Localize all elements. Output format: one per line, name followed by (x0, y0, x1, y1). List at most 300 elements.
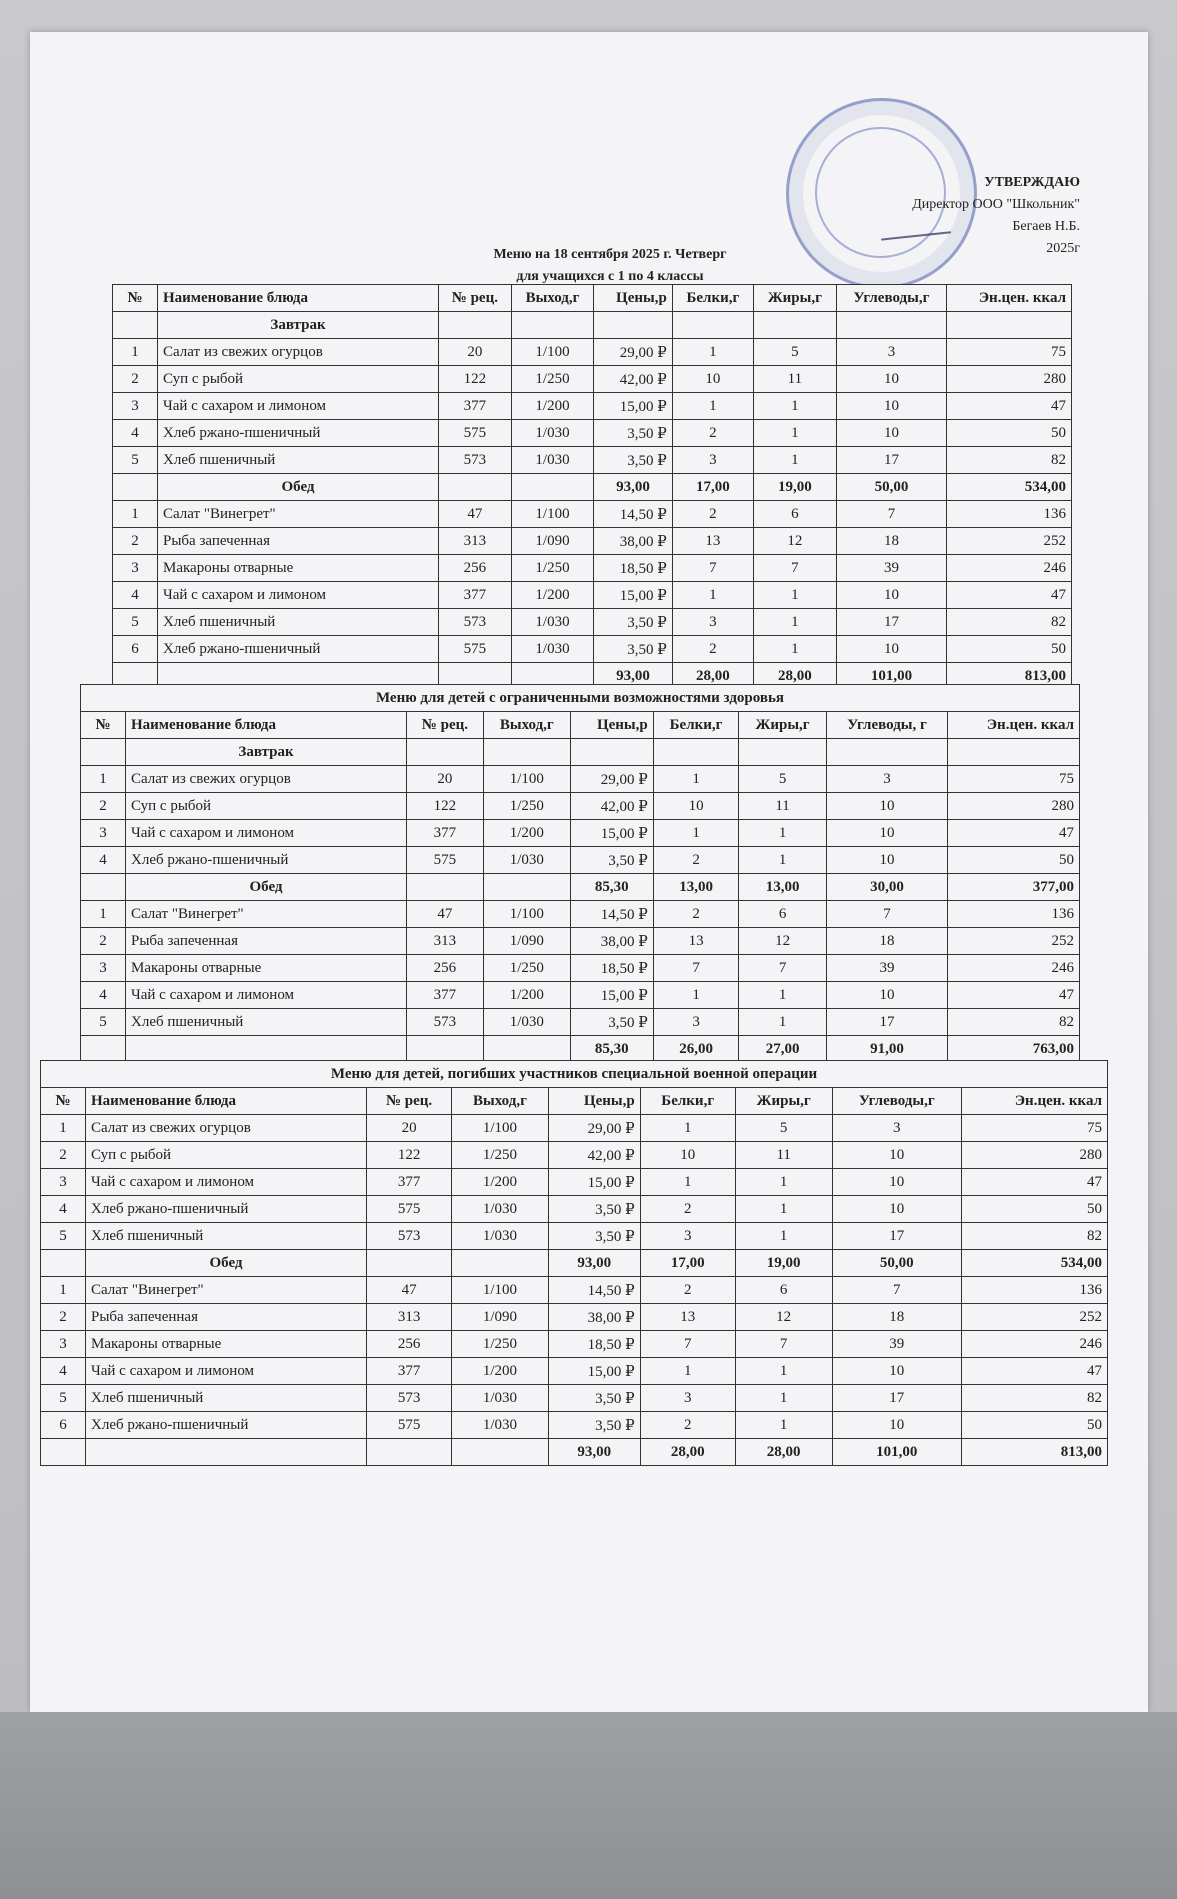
table-cell: 12 (735, 1304, 832, 1331)
table-cell: Салат "Винегрет" (126, 901, 407, 928)
table-cell: 7 (836, 501, 946, 528)
table-cell: 15,00 ₽ (548, 1169, 640, 1196)
table-cell: 5 (735, 1115, 832, 1142)
table-cell: 42,00 ₽ (570, 793, 653, 820)
table-row (41, 1277, 1108, 1304)
table-cell: 122 (367, 1142, 452, 1169)
table-cell: 1 (754, 393, 837, 420)
table-cell: 47 (947, 582, 1072, 609)
approval-line3: Бегаев Н.Б. (1012, 219, 1080, 234)
table-cell: Хлеб ржано-пшеничный (126, 847, 407, 874)
table-cell: 313 (439, 528, 512, 555)
column-header: Выход,г (483, 712, 570, 739)
table-cell: 11 (735, 1142, 832, 1169)
table-cell: 18 (832, 1304, 961, 1331)
table-cell: 377 (407, 982, 484, 1009)
lunch-total-cell: 813,00 (947, 663, 1072, 690)
lunch-label: Обед (86, 1250, 367, 1277)
table-cell: Салат из свежих огурцов (126, 766, 407, 793)
table-cell: Хлеб ржано-пшеничный (86, 1412, 367, 1439)
lunch-label: Обед (126, 874, 407, 901)
table-cell: 18,50 ₽ (594, 555, 673, 582)
table-cell: 1 (754, 636, 837, 663)
table-cell: 10 (826, 820, 948, 847)
table-cell: Чай с сахаром и лимоном (126, 820, 407, 847)
table-cell: 377 (439, 582, 512, 609)
table-row (81, 1009, 1080, 1036)
table-cell: 3 (81, 820, 126, 847)
table-row (41, 1331, 1108, 1358)
table-cell: 136 (947, 501, 1072, 528)
column-header: Жиры,г (739, 712, 826, 739)
table-cell: 1/100 (483, 766, 570, 793)
table-cell: 2 (672, 420, 753, 447)
table-surface (0, 1712, 1177, 1899)
table-cell: 1/250 (452, 1142, 549, 1169)
table-cell: 7 (826, 901, 948, 928)
menu-table-grades-1-4 (112, 284, 1072, 690)
column-header: Углеводы,г (832, 1088, 961, 1115)
title-line1: Меню на 18 сентября 2025 г. Четверг (493, 247, 727, 262)
table-cell: 1/030 (483, 847, 570, 874)
column-header: Углеводы,г (836, 285, 946, 312)
table-cell: 122 (407, 793, 484, 820)
table-cell: 1/030 (511, 609, 594, 636)
table-cell: 1 (735, 1358, 832, 1385)
table-cell: 3 (81, 955, 126, 982)
table-row (113, 393, 1072, 420)
table-cell: 4 (81, 982, 126, 1009)
table-cell: Чай с сахаром и лимоном (86, 1358, 367, 1385)
table-cell: 3 (640, 1385, 735, 1412)
table-cell: 18,50 ₽ (570, 955, 653, 982)
table-cell: 1/200 (483, 820, 570, 847)
table-cell: 7 (735, 1331, 832, 1358)
breakfast-total-cell: 377,00 (948, 874, 1080, 901)
table-row (81, 982, 1080, 1009)
table-cell: 5 (113, 447, 158, 474)
table-cell: 136 (961, 1277, 1107, 1304)
table-cell: Хлеб пшеничный (86, 1385, 367, 1412)
table-cell: 14,50 ₽ (570, 901, 653, 928)
table-cell: 1 (640, 1169, 735, 1196)
table-row (113, 339, 1072, 366)
lunch-total-cell: 26,00 (653, 1036, 739, 1063)
table-cell: 3,50 ₽ (594, 420, 673, 447)
table-cell: 75 (961, 1115, 1107, 1142)
table-row (113, 420, 1072, 447)
table-cell: 10 (826, 793, 948, 820)
column-header: № (81, 712, 126, 739)
lunch-total-cell: 28,00 (672, 663, 753, 690)
column-header: Цены,р (548, 1088, 640, 1115)
table-cell: 2 (41, 1142, 86, 1169)
menu-table-limited-health (80, 684, 1080, 1063)
column-header: Выход,г (452, 1088, 549, 1115)
table-row (41, 1385, 1108, 1412)
table-cell: 1 (739, 1009, 826, 1036)
table-cell: 11 (754, 366, 837, 393)
table-cell: 1/250 (483, 955, 570, 982)
table-cell: 1/200 (483, 982, 570, 1009)
table-cell: 246 (948, 955, 1080, 982)
table-cell: 1 (81, 901, 126, 928)
table-cell: 1 (113, 339, 158, 366)
breakfast-total-cell: 19,00 (735, 1250, 832, 1277)
table-cell: 17 (826, 1009, 948, 1036)
lunch-total-cell: 91,00 (826, 1036, 948, 1063)
table-cell: 5 (41, 1223, 86, 1250)
column-header: Выход,г (511, 285, 594, 312)
table-cell: 252 (947, 528, 1072, 555)
table-cell: 573 (407, 1009, 484, 1036)
table-cell: 3 (826, 766, 948, 793)
table-cell: 12 (754, 528, 837, 555)
table-cell: 2 (640, 1196, 735, 1223)
table-cell: 13 (672, 528, 753, 555)
total-row (81, 1036, 1080, 1063)
table-cell: 252 (961, 1304, 1107, 1331)
table-cell: 6 (113, 636, 158, 663)
table-cell: 1 (739, 820, 826, 847)
table-row (113, 528, 1072, 555)
column-header: № (41, 1088, 86, 1115)
table-cell: 10 (836, 366, 946, 393)
table-cell: 377 (367, 1169, 452, 1196)
table-cell: 1 (735, 1169, 832, 1196)
table-cell: 82 (961, 1223, 1107, 1250)
table-cell: 47 (961, 1358, 1107, 1385)
table-cell: 5 (81, 1009, 126, 1036)
table-cell: 7 (640, 1331, 735, 1358)
breakfast-total-cell: 13,00 (653, 874, 739, 901)
breakfast-total-cell: 17,00 (640, 1250, 735, 1277)
column-header: Белки,г (672, 285, 753, 312)
column-header: Эн.цен. ккал (947, 285, 1072, 312)
table-cell: 29,00 ₽ (570, 766, 653, 793)
breakfast-label: Завтрак (126, 739, 407, 766)
table-cell: 573 (367, 1385, 452, 1412)
lunch-total-cell: 813,00 (961, 1439, 1107, 1466)
section-caption: Меню для детей, погибших участников специальной военной операции (41, 1061, 1108, 1088)
table-cell: 20 (439, 339, 512, 366)
table-cell: 1/100 (511, 501, 594, 528)
table-cell: 1 (113, 501, 158, 528)
table-cell: 39 (832, 1331, 961, 1358)
table-cell: Салат "Винегрет" (158, 501, 439, 528)
table-cell: 1 (735, 1223, 832, 1250)
column-header: № рец. (367, 1088, 452, 1115)
table-row (113, 609, 1072, 636)
table-cell: 377 (407, 820, 484, 847)
table-cell: 4 (113, 582, 158, 609)
table-cell: 1 (672, 393, 753, 420)
column-header: Белки,г (640, 1088, 735, 1115)
table-cell: 1 (653, 982, 739, 1009)
table-row (41, 1196, 1108, 1223)
table-row (41, 1169, 1108, 1196)
table-cell: 1 (754, 582, 837, 609)
table-cell: Салат из свежих огурцов (158, 339, 439, 366)
table-cell: 1/030 (452, 1385, 549, 1412)
table-cell: 15,00 ₽ (570, 820, 653, 847)
table-cell: 38,00 ₽ (548, 1304, 640, 1331)
table-cell: 377 (367, 1358, 452, 1385)
table-cell: 1 (640, 1115, 735, 1142)
column-header: Углеводы, г (826, 712, 948, 739)
table-cell: 6 (739, 901, 826, 928)
table-cell: 1 (735, 1196, 832, 1223)
table-cell: 17 (836, 447, 946, 474)
table-cell: 1 (653, 766, 739, 793)
table-cell: 1/090 (511, 528, 594, 555)
table-cell: Рыба запеченная (86, 1304, 367, 1331)
table-cell: 10 (836, 393, 946, 420)
table-cell: 17 (832, 1385, 961, 1412)
title-line2: для учащихся с 1 по 4 классы (516, 269, 704, 284)
table-cell: 1 (653, 820, 739, 847)
table-header-row (113, 285, 1072, 312)
table-cell: 1/090 (483, 928, 570, 955)
table-cell: 10 (832, 1358, 961, 1385)
table-cell: 50 (961, 1412, 1107, 1439)
table-cell: Суп с рыбой (86, 1142, 367, 1169)
table-cell: 47 (948, 820, 1080, 847)
table-cell: 82 (947, 609, 1072, 636)
table-cell: 3,50 ₽ (548, 1223, 640, 1250)
table-cell: 280 (947, 366, 1072, 393)
table-cell: 1/100 (452, 1115, 549, 1142)
table-cell: 50 (948, 847, 1080, 874)
column-header: Наименование блюда (126, 712, 407, 739)
table-cell: 13 (640, 1304, 735, 1331)
table-cell: 82 (961, 1385, 1107, 1412)
table-cell: 20 (407, 766, 484, 793)
table-cell: 3 (113, 555, 158, 582)
table-cell: 3,50 ₽ (570, 1009, 653, 1036)
breakfast-total-cell: 534,00 (961, 1250, 1107, 1277)
table-row (41, 1358, 1108, 1385)
table-cell: 14,50 ₽ (548, 1277, 640, 1304)
table-cell: Хлеб ржано-пшеничный (86, 1196, 367, 1223)
breakfast-total-cell: 30,00 (826, 874, 948, 901)
meal-label-row (81, 874, 1080, 901)
table-cell: 313 (367, 1304, 452, 1331)
section-caption-row (81, 685, 1080, 712)
table-cell: 29,00 ₽ (594, 339, 673, 366)
table-row (113, 447, 1072, 474)
table-cell: 2 (640, 1277, 735, 1304)
table-cell: 1/250 (483, 793, 570, 820)
table-cell: Хлеб пшеничный (126, 1009, 407, 1036)
breakfast-total-cell: 13,00 (739, 874, 826, 901)
table-cell: 10 (836, 420, 946, 447)
lunch-total-cell: 101,00 (836, 663, 946, 690)
table-cell: 3,50 ₽ (548, 1385, 640, 1412)
lunch-total-cell: 763,00 (948, 1036, 1080, 1063)
table-cell: 20 (367, 1115, 452, 1142)
table-header-row (41, 1088, 1108, 1115)
table-cell: 10 (672, 366, 753, 393)
table-cell: 18,50 ₽ (548, 1331, 640, 1358)
table-cell: 15,00 ₽ (548, 1358, 640, 1385)
table-row (81, 928, 1080, 955)
table-cell: 18 (826, 928, 948, 955)
table-cell: Макароны отварные (86, 1331, 367, 1358)
table-cell: 2 (81, 928, 126, 955)
table-cell: 10 (832, 1169, 961, 1196)
table-cell: 42,00 ₽ (594, 366, 673, 393)
table-cell: 1/250 (452, 1331, 549, 1358)
table-cell: 1/100 (452, 1277, 549, 1304)
table-cell: 3,50 ₽ (570, 847, 653, 874)
table-cell: 3 (41, 1169, 86, 1196)
section-caption-row (41, 1061, 1108, 1088)
column-header: Цены,р (594, 285, 673, 312)
table-row (113, 501, 1072, 528)
table-cell: Хлеб пшеничный (158, 609, 439, 636)
table-cell: 2 (113, 366, 158, 393)
table-row (81, 793, 1080, 820)
table-row (81, 901, 1080, 928)
table-cell: 75 (948, 766, 1080, 793)
table-row (41, 1304, 1108, 1331)
section-caption: Меню для детей с ограниченными возможностями здоровья (81, 685, 1080, 712)
table-cell: 6 (735, 1277, 832, 1304)
table-cell: 2 (672, 501, 753, 528)
table-cell: 246 (961, 1331, 1107, 1358)
table-cell: 1/030 (452, 1412, 549, 1439)
table-cell: 10 (653, 793, 739, 820)
column-header: Эн.цен. ккал (961, 1088, 1107, 1115)
lunch-total-cell: 27,00 (739, 1036, 826, 1063)
table-cell: Рыба запеченная (126, 928, 407, 955)
table-cell: 3,50 ₽ (594, 636, 673, 663)
lunch-label: Обед (158, 474, 439, 501)
table-cell: 280 (948, 793, 1080, 820)
table-cell: 2 (81, 793, 126, 820)
table-row (41, 1412, 1108, 1439)
table-cell: 39 (826, 955, 948, 982)
table-cell: 3 (113, 393, 158, 420)
lunch-total-cell: 101,00 (832, 1439, 961, 1466)
table-cell: 573 (367, 1223, 452, 1250)
table-cell: 75 (947, 339, 1072, 366)
table-cell: 573 (439, 447, 512, 474)
column-header: Наименование блюда (86, 1088, 367, 1115)
approval-line2: Директор ООО "Школьник" (912, 197, 1080, 212)
table-cell: 5 (739, 766, 826, 793)
table-row (81, 820, 1080, 847)
lunch-total-cell: 28,00 (754, 663, 837, 690)
table-row (41, 1142, 1108, 1169)
table-cell: 10 (826, 847, 948, 874)
table-cell: 7 (653, 955, 739, 982)
table-cell: 1/100 (483, 901, 570, 928)
table-cell: 1 (640, 1358, 735, 1385)
table-cell: Чай с сахаром и лимоном (86, 1169, 367, 1196)
table-cell: 1/200 (511, 582, 594, 609)
table-cell: 82 (948, 1009, 1080, 1036)
total-row (41, 1439, 1108, 1466)
table-cell: 3 (836, 339, 946, 366)
table-cell: 1 (41, 1115, 86, 1142)
lunch-total-cell: 28,00 (640, 1439, 735, 1466)
table-cell: Чай с сахаром и лимоном (158, 582, 439, 609)
table-cell: 10 (640, 1142, 735, 1169)
table-cell: Макароны отварные (158, 555, 439, 582)
table-cell: Хлеб ржано-пшеничный (158, 420, 439, 447)
page-title (400, 244, 820, 288)
menu-table-svo-families (40, 1060, 1108, 1466)
table-cell: 1/100 (511, 339, 594, 366)
table-cell: 1/030 (483, 1009, 570, 1036)
table-cell: 4 (81, 847, 126, 874)
table-cell: 2 (113, 528, 158, 555)
column-header: № рец. (439, 285, 512, 312)
table-header-row (81, 712, 1080, 739)
meal-label-row (113, 312, 1072, 339)
table-cell: 1/030 (452, 1196, 549, 1223)
table-cell: 252 (948, 928, 1080, 955)
table-cell: 313 (407, 928, 484, 955)
table-cell: 6 (754, 501, 837, 528)
table-row (41, 1223, 1108, 1250)
table-cell: 573 (439, 609, 512, 636)
approval-line4: 2025г (1046, 241, 1080, 256)
table-cell: 3,50 ₽ (548, 1412, 640, 1439)
table-cell: 1/030 (511, 420, 594, 447)
lunch-total-cell: 28,00 (735, 1439, 832, 1466)
table-cell: 1 (81, 766, 126, 793)
breakfast-total-cell: 17,00 (672, 474, 753, 501)
approval-line1: УТВЕРЖДАЮ (984, 175, 1080, 190)
table-cell: 1 (754, 420, 837, 447)
table-cell: 256 (439, 555, 512, 582)
table-cell: 3 (672, 447, 753, 474)
table-cell: 39 (836, 555, 946, 582)
table-cell: Салат из свежих огурцов (86, 1115, 367, 1142)
table-cell: 3,50 ₽ (594, 609, 673, 636)
table-cell: 575 (367, 1196, 452, 1223)
table-cell: 3 (41, 1331, 86, 1358)
table-cell: 4 (113, 420, 158, 447)
table-cell: 3,50 ₽ (548, 1196, 640, 1223)
table-row (81, 766, 1080, 793)
table-cell: Хлеб пшеничный (86, 1223, 367, 1250)
column-header: № (113, 285, 158, 312)
table-cell: 50 (961, 1196, 1107, 1223)
table-cell: 2 (653, 847, 739, 874)
table-cell: 50 (947, 636, 1072, 663)
table-cell: 1/030 (511, 447, 594, 474)
table-cell: 2 (672, 636, 753, 663)
table-cell: 15,00 ₽ (570, 982, 653, 1009)
table-cell: Суп с рыбой (158, 366, 439, 393)
meal-label-row (113, 474, 1072, 501)
table-cell: 17 (836, 609, 946, 636)
table-cell: 47 (367, 1277, 452, 1304)
column-header: № рец. (407, 712, 484, 739)
table-cell: 11 (739, 793, 826, 820)
table-cell: 122 (439, 366, 512, 393)
table-cell: 1 (754, 447, 837, 474)
table-cell: 2 (640, 1412, 735, 1439)
table-row (113, 636, 1072, 663)
table-cell: 1 (754, 609, 837, 636)
table-cell: 10 (826, 982, 948, 1009)
table-cell: 1 (739, 982, 826, 1009)
